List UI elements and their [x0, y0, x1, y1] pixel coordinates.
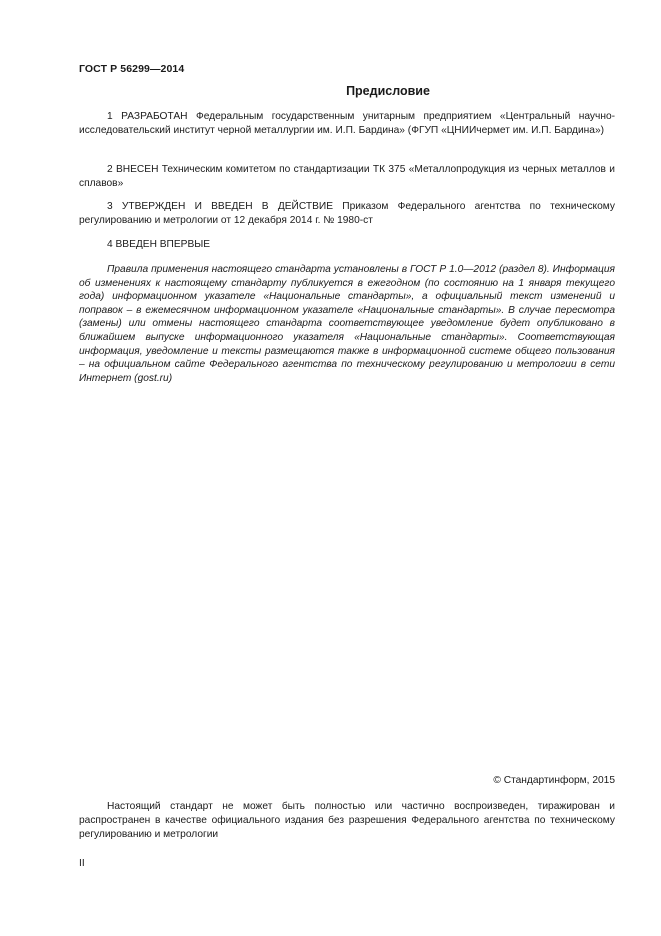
paragraph-first-introduced: 4 ВВЕДЕН ВПЕРВЫЕ	[107, 239, 211, 250]
page-title: Предисловие	[346, 84, 430, 98]
paragraph-approved: 3 УТВЕРЖДЕН И ВВЕДЕН В ДЕЙСТВИЕ Приказом Федерального агентства по техническому регулированию и метрологии от 12 декабря 2014 г. № 1980-ст	[79, 201, 615, 226]
document-code: ГОСТ Р 56299—2014	[79, 63, 185, 75]
paragraph-developed-by: 1 РАЗРАБОТАН Федеральным государственным унитарным предприятием «Центральный научно-исследовательский институт черной металлургии им. И.П. Бардина» (ФГУП «ЦНИИчермет им. И.П. Бардина»)	[79, 111, 615, 136]
copyright-line: © Стандартинформ, 2015	[493, 775, 615, 786]
page-number: II	[79, 858, 85, 869]
reproduction-notice: Настоящий стандарт не может быть полностью или частично воспроизведен, тиражирован и распространен в качестве официального издания без разрешения Федерального агентства по техническому регулированию и метрологии	[79, 801, 615, 840]
rules-note: Правила применения настоящего стандарта установлены в ГОСТ Р 1.0—2012 (раздел 8). Информация об изменениях к настоящему стандарту публикуется в ежегодном (по состоянию на 1 января текущего года) информационном указателе «Национальные стандарты», а официальный текст изменений и поправок – в ежемесячном информационном указателе «Национальные стандарты». В случае пересмотра (замены) или отмены настоящего стандарта соответствующее уведомление будет опубликовано в ближайшем выпуске информационного указателя «Национальные стандарты». Соответствующая информация, уведомление и тексты размещаются также в информационной системе общего пользования – на официальном сайте Федерального агентства по техническому регулированию и метрологии в сети Интернет (gost.ru)	[79, 264, 615, 384]
paragraph-introduced-by: 2 ВНЕСЕН Техническим комитетом по стандартизации ТК 375 «Металлопродукция из черных металлов и сплавов»	[79, 164, 615, 189]
